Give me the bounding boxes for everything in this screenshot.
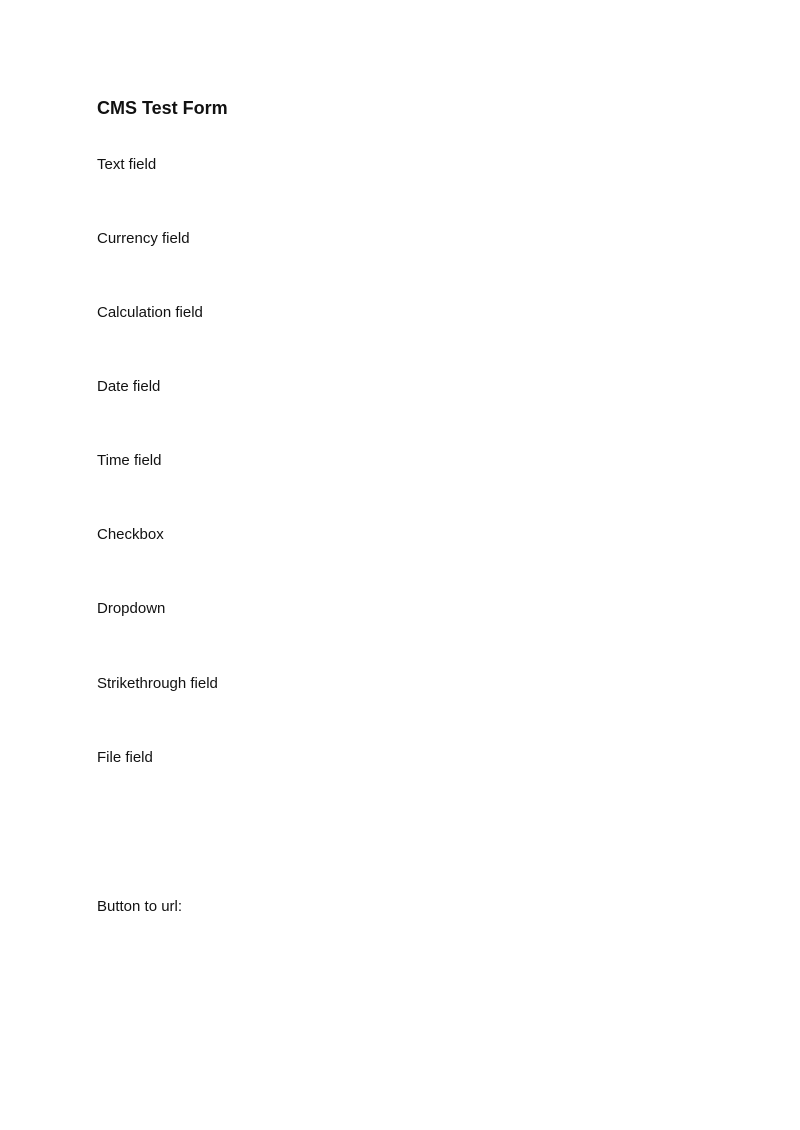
calculation-field-label: Calculation field [97, 304, 203, 321]
file-field-label: File field [97, 749, 153, 766]
button-to-url-label: Button to url: [97, 898, 183, 915]
dropdown-label: Dropdown [97, 600, 166, 617]
text-field-label: Text field [97, 156, 157, 173]
date-field-label: Date field [97, 378, 161, 395]
time-field-label: Time field [97, 452, 162, 469]
strikethrough-field-label: Strikethrough field [97, 675, 218, 692]
form-title: CMS Test Form [97, 98, 228, 118]
currency-field-label: Currency field [97, 230, 190, 247]
checkbox-label: Checkbox [97, 526, 164, 543]
